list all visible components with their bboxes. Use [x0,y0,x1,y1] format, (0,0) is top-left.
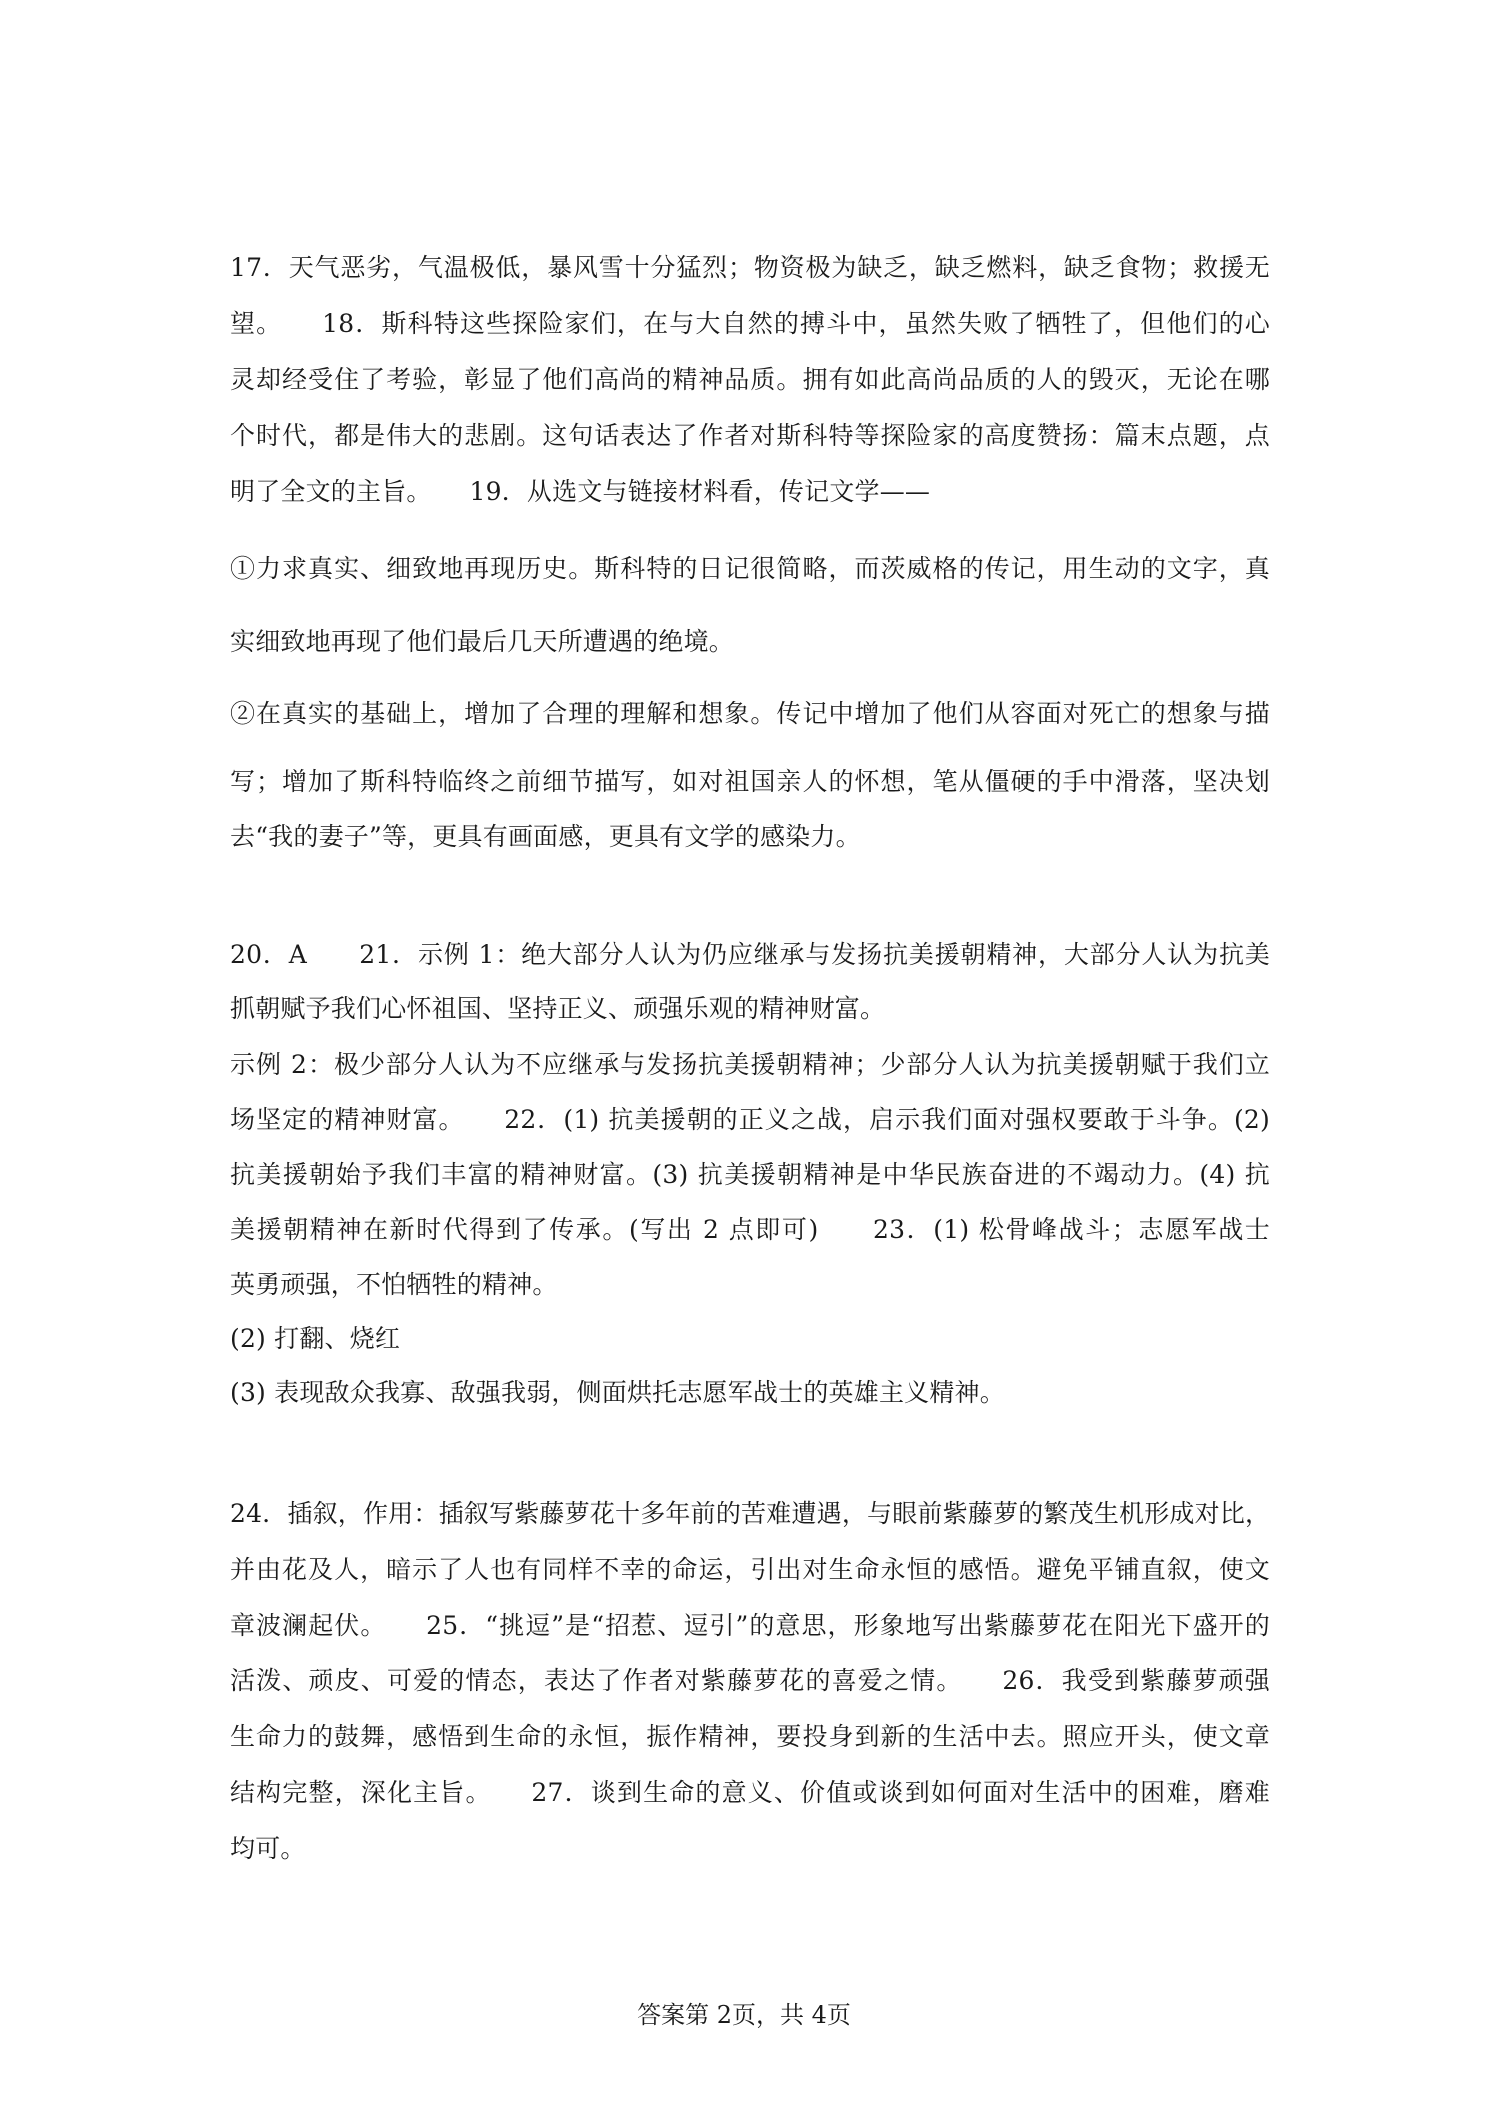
text-line: 17．天气恶劣，气温极低，暴风雪十分猛烈；物资极为缺乏，缺乏燃料，缺乏食物；救援无 [230,253,1270,282]
text-line: 场坚定的精神财富。 22．(1) 抗美援朝的正义之战，启示我们面对强权要敢于斗争。(2) [230,1105,1270,1134]
text-line: 24．插叙，作用：插叙写紫藤萝花十多年前的苦难遭遇，与眼前紫藤萝的繁茂生机形成对比， [230,1499,1271,1528]
text-line: 灵却经受住了考验，彰显了他们高尚的精神品质。拥有如此高尚品质的人的毁灭，无论在哪 [230,365,1270,394]
text-line: 去“我的妻子”等，更具有画面感，更具有文学的感染力。 [230,822,861,851]
text-line: 明了全文的主旨。 19．从选文与链接材料看，传记文学—— [230,477,931,506]
text-line: 抗美援朝始予我们丰富的精神财富。(3) 抗美援朝精神是中华民族奋进的不竭动力。(4) 抗 [230,1160,1270,1189]
text-line: 结构完整，深化主旨。 27．谈到生命的意义、价值或谈到如何面对生活中的困难，磨难 [230,1778,1270,1807]
text-line: ②在真实的基础上，增加了合理的理解和想象。传记中增加了他们从容面对死亡的想象与描 [230,699,1270,728]
text-line: ①力求真实、细致地再现历史。斯科特的日记很简略，而茨威格的传记，用生动的文字，真 [230,554,1270,583]
text-line: 活泼、顽皮、可爱的情态，表达了作者对紫藤萝花的喜爱之情。 26．我受到紫藤萝顽强 [230,1666,1270,1695]
text-line: 写；增加了斯科特临终之前细节描写，如对祖国亲人的怀想，笔从僵硬的手中滑落，坚决划 [230,767,1270,796]
text-line: 示例 2：极少部分人认为不应继承与发扬抗美援朝精神；少部分人认为抗美援朝赋于我们立 [230,1050,1270,1079]
text-line: (3) 表现敌众我寡、敌强我弱，侧面烘托志愿军战士的英雄主义精神。 [230,1378,1005,1407]
text-line: 个时代，都是伟大的悲剧。这句话表达了作者对斯科特等探险家的高度赞扬：篇末点题，点 [230,421,1270,450]
text-line: 抓朝赋予我们心怀祖国、坚持正义、顽强乐观的精神财富。 [230,994,886,1023]
page-footer: 答案第 2页，共 4页 [637,2001,851,2029]
text-line: 均可。 [230,1834,306,1863]
text-line: 20．A 21．示例 1：绝大部分人认为仍应继承与发扬抗美援朝精神，大部分人认为抗美 [230,940,1270,969]
text-line: 实细致地再现了他们最后几天所遭遇的绝境。 [230,627,735,656]
text-line: (2) 打翻、烧红 [230,1324,401,1353]
text-line: 望。 18．斯科特这些探险家们，在与大自然的搏斗中，虽然失败了牺牲了，但他们的心 [230,309,1270,338]
text-line: 美援朝精神在新时代得到了传承。(写出 2 点即可) 23．(1) 松骨峰战斗；志愿军战士 [230,1215,1270,1244]
text-line: 英勇顽强，不怕牺牲的精神。 [230,1270,558,1299]
text-line: 生命力的鼓舞，感悟到生命的永恒，振作精神，要投身到新的生活中去。照应开头，使文章 [230,1722,1270,1751]
text-line: 并由花及人，暗示了人也有同样不幸的命运，引出对生命永恒的感悟。避免平铺直叙，使文 [230,1555,1270,1584]
text-line: 章波澜起伏。 25．“挑逗”是“招惹、逗引”的意思，形象地写出紫藤萝花在阳光下盛开的 [230,1611,1270,1640]
